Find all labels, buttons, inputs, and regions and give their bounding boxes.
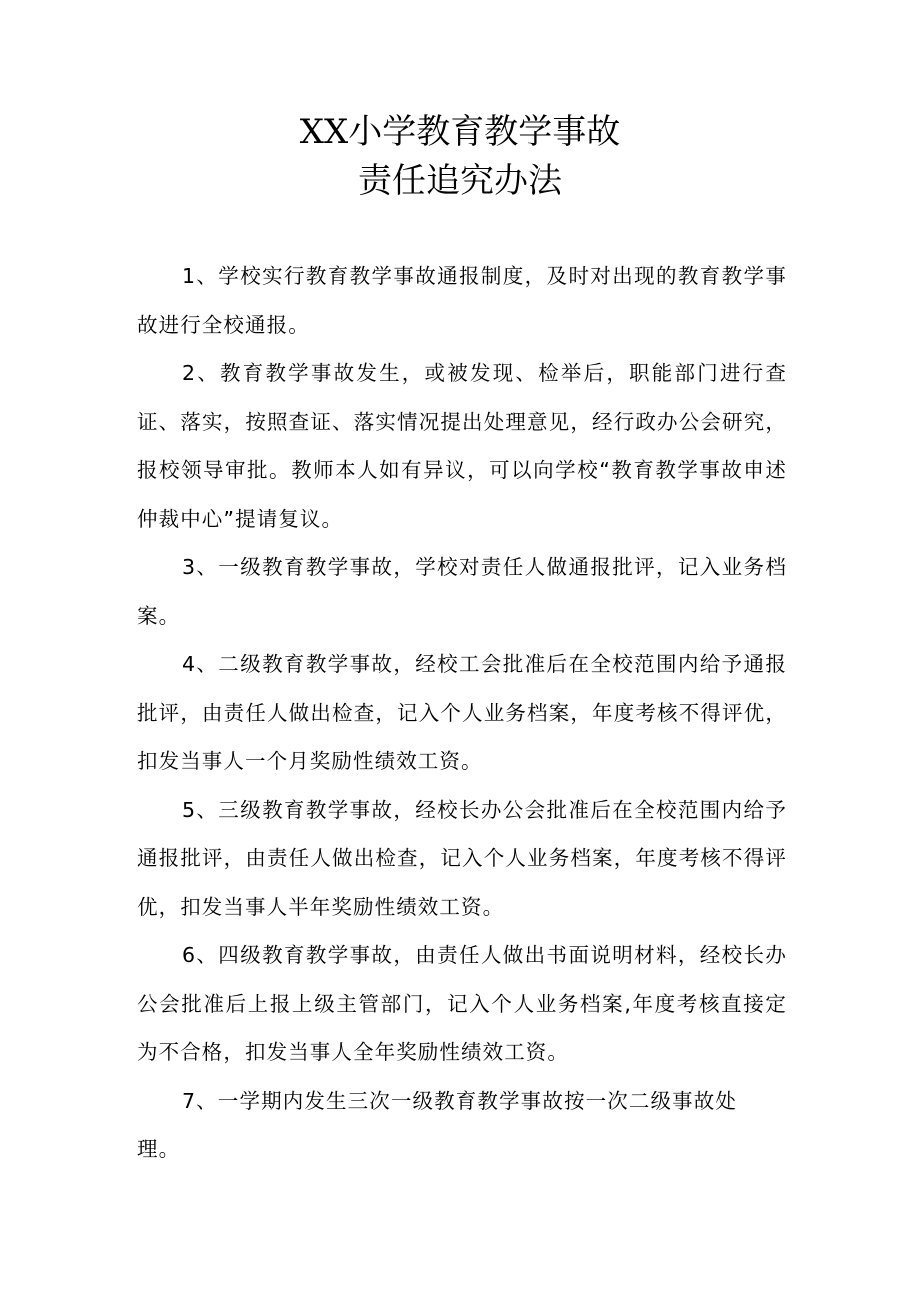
paragraph-6: 6、四级教育教学事故，由责任人做出书面说明材料，经校长办公会批准后上报上级主管部门，记入个人业务档案,年度考核直接定为不合格，扣发当事人全年奖励性绩效工资。: [137, 943, 787, 1064]
paragraph-2: 2、教育教学事故发生，或被发现、检举后，职能部门进行查证、落实，按照查证、落实情况提出处理意见，经行政办公会研究，报校领导审批。教师本人如有异议，可以向学校“教育教学事故申述仲裁中心”提请复议。: [137, 361, 787, 531]
paragraph-7: 7、一学期内发生三次一级教育教学事故按一次二级事故处理。: [137, 1088, 737, 1161]
document-title: [0, 108, 920, 206]
title-line-2: 责任追究办法: [358, 161, 562, 201]
paragraph-1: 1、学校实行教育教学事故通报制度，及时对出现的教育教学事故进行全校通报。: [137, 264, 787, 337]
paragraph-4: 4、二级教育教学事故，经校工会批准后在全校范围内给予通报批评，由责任人做出检查，记入个人业务档案，年度考核不得评优，扣发当事人一个月奖励性绩效工资。: [137, 652, 787, 773]
paragraph-3: 3、一级教育教学事故，学校对责任人做通报批评，记入业务档案。: [137, 555, 787, 628]
title-line-1: XX小学教育教学事故: [299, 112, 621, 152]
paragraph-5: 5、三级教育教学事故，经校长办公会批准后在全校范围内给予通报批评，由责任人做出检查，记入个人业务档案，年度考核不得评优，扣发当事人半年奖励性绩效工资。: [137, 797, 787, 919]
document-body: [137, 252, 787, 1174]
